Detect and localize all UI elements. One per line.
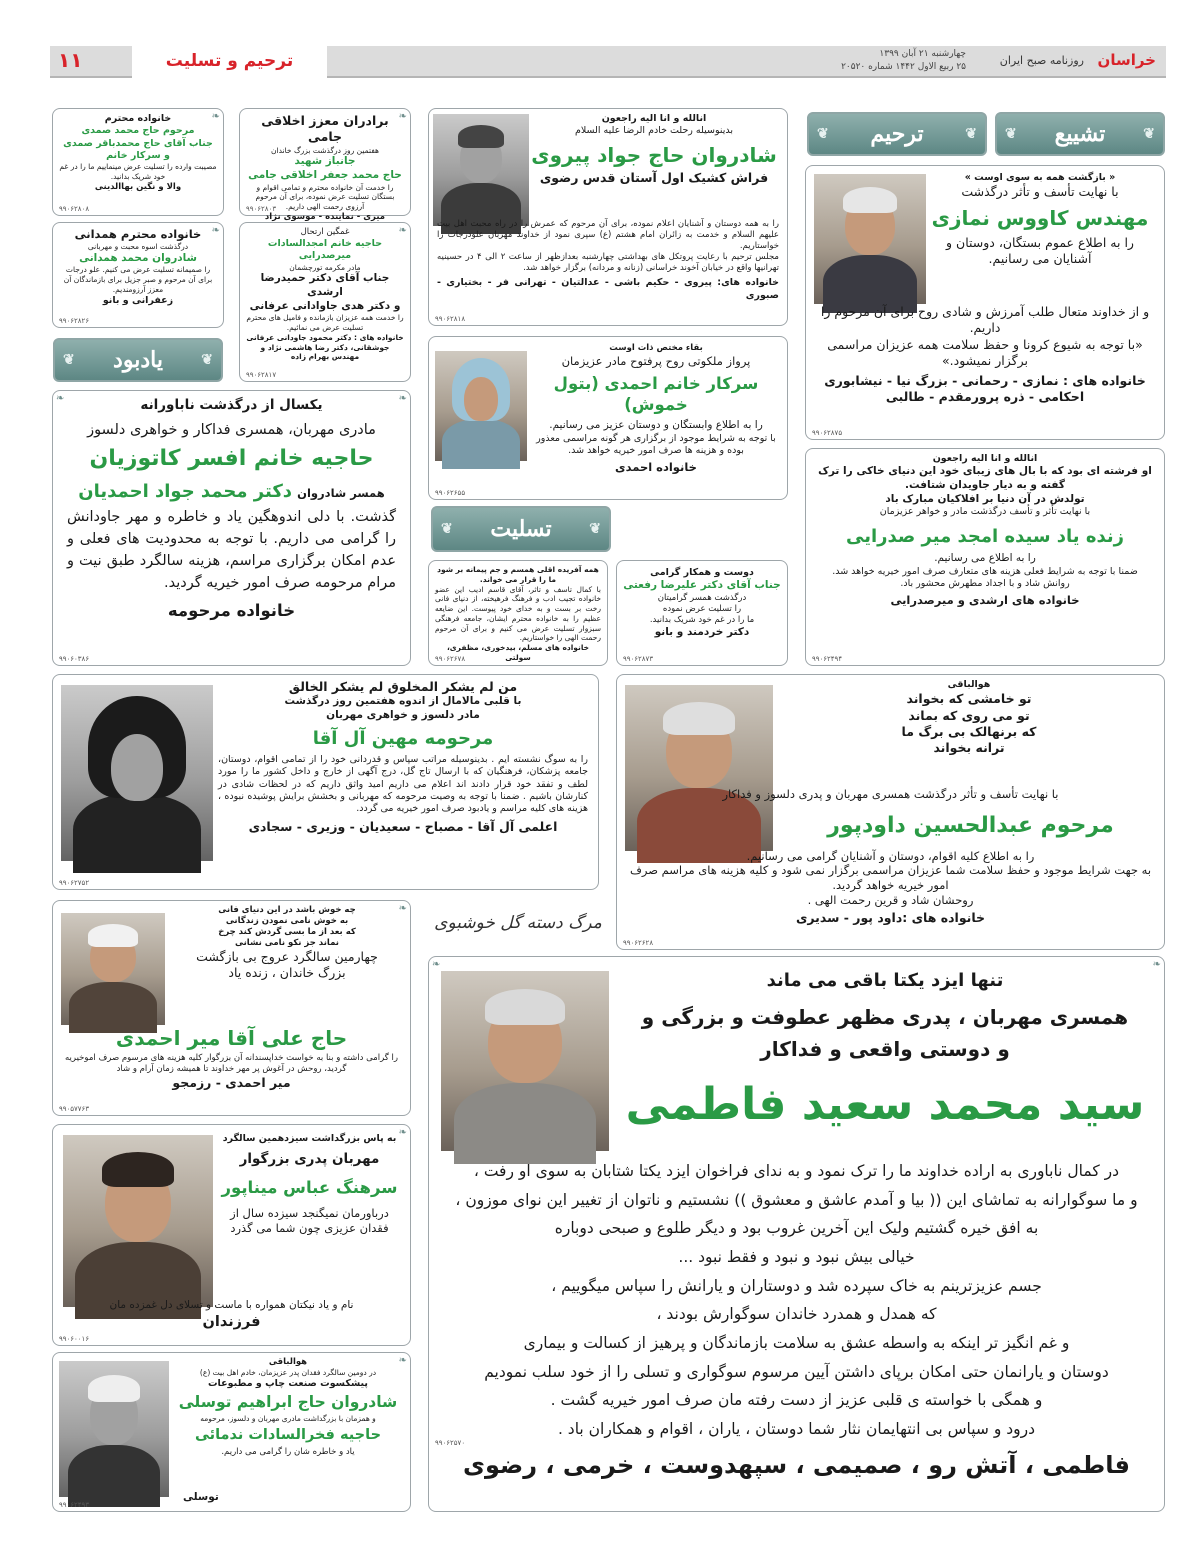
- flourish-icon: ❧: [398, 1127, 407, 1138]
- family-names: خانواده های : نمازی - رحمانی - بزرگ نیا - نیشابوری: [824, 373, 1146, 388]
- family-names: خانواده های: پیروی - حکیم باشی - عدالتیان - تهرانی فر - بختیاری - صبوری: [437, 277, 779, 301]
- notice-opening: بقاء مختص ذات اوست: [609, 343, 703, 353]
- deceased-name: شادروان محمد همدانی: [79, 251, 197, 264]
- page-header: [50, 46, 1166, 78]
- notice-body: گذشت. با دلی اندوهگین یاد و خاطره و مهر جاودانش را گرامی می داریم. با توجه به محدودیت های فعلی و عدم امکان برگزاری مراسم، هزینه سالگرد طبق نیت و مرام مرحومه صرف امور خیریه گردید.: [67, 509, 396, 591]
- deceased-role: فراش کشیک اول آستان قدس رضوی: [539, 169, 769, 185]
- notice-line: پیشکسوت صنعت چاپ و مطبوعات: [208, 1377, 368, 1389]
- ad-code: ۹۹۰۶۲۸۷۵: [812, 429, 843, 437]
- deceased-name: سید محمد سعید فاطمی: [625, 1079, 1145, 1131]
- flourish-icon: ❦: [1005, 126, 1017, 142]
- notice-body: «با توجه به شیوع کرونا و حفظ سلامت همه عزیزان مراسمی برگزار نمیشود.»: [827, 336, 1143, 368]
- flourish-icon: ❧: [211, 225, 220, 236]
- notice-body: و از خداوند متعال طلب آمرزش و شادی روح برای آن مرحوم را داریم.: [820, 304, 1150, 336]
- notice-body: مجلس ترحیم با رعایت پروتکل های بهداشتی چهارشنبه بعدازظهر از ساعت ۲ الی ۴ در حسینیه تهرانیها واقع در خیابان آخوند خراسانی (زنانه و مردانه) برگزار خواهد شد.: [437, 252, 779, 274]
- deceased-name: حاج علی آقا میر احمدی: [115, 1026, 348, 1050]
- notice-line: مادر مکرمه تورچشمان: [289, 262, 361, 272]
- notice-mirsadraei-condolence: [239, 222, 411, 382]
- poem-line: به خوش نامی نمودن زندگانی: [225, 916, 349, 927]
- deceased-name: مرحوم عبدالحسین داودپور: [827, 812, 1114, 838]
- notice-body: را گرامی داشته و بنا به خواست خداپسندانه آن بزرگوار کلیه هزینه های مرسوم صرف اموخیریه گردید، روحش در آغوش پر مهر خداوند تا همیشه زمان آرام و شاد: [65, 1053, 398, 1075]
- notice-paragraph: و ما سوگوارانه به تماشای این (( بیا و آمدم عاشق و معشوق )) نشستیم و ناتوان از تغییر این نوای موزون ،: [455, 1190, 1138, 1209]
- notice-body: را به اطلاع کلیه اقوام، دوستان و آشنایان گرامی می رسانیم.: [746, 848, 1035, 863]
- flourish-icon: ❧: [398, 1355, 407, 1366]
- notice-samadi: [52, 108, 224, 216]
- notice-paragraph: خیالی بیش نبود و نبود و فقط نبود ...: [678, 1248, 915, 1267]
- family-names: خانواده های ارشدی و میرصدرایی: [890, 593, 1080, 608]
- ad-code: ۹۹۰۶۲۸۱۸: [435, 315, 466, 323]
- deceased-name: شادروان حاج ابراهیم توسلی: [178, 1393, 398, 1412]
- banner-tashyi: [995, 112, 1165, 156]
- notice-opening: « بازگشت همه به سوی اوست »: [964, 172, 1116, 183]
- ad-code: ۹۹۰۶۲۸۷۳: [623, 655, 654, 663]
- notice-opening: یکسال از درگذشت ناباورانه: [140, 397, 323, 413]
- notice-body: را به اطلاع عموم بستگان، دوستان و آشنایان می رسانیم.: [946, 234, 1134, 266]
- notice-line: با نهایت تأثر و تأسف درگذشت مادر و خواهر عزیزمان: [879, 506, 1091, 518]
- ad-code: ۹۹۰۶۲۶۲۸: [623, 939, 654, 947]
- banner-label: یادبود: [113, 347, 163, 373]
- notice-opening: دوست و همکار گرامی: [650, 567, 754, 578]
- flourish-icon: ❧: [432, 959, 441, 970]
- notice-title: خانواده محترم همدانی: [74, 227, 202, 241]
- notice-line: مهربان پدری بزرگوار: [239, 1151, 380, 1168]
- family-names: اعلمی آل آقا - مصباح - سعیدیان - وزیری - سجادی: [248, 818, 558, 834]
- notice-line: را تسلیت عرض نموده: [662, 604, 742, 615]
- notice-paragraph: و همگی با خواسته ی قلبی عزیز از دست رفته مان صرف امور خیریه گشت .: [550, 1391, 1043, 1410]
- deceased-name: حاجیه خانم امجدالسادات میرصدرایی: [267, 238, 383, 262]
- portrait-photo: [435, 351, 527, 461]
- page-number: ۱۱: [58, 48, 83, 72]
- notice-opening: انالله و انا الیه راجعون: [601, 113, 707, 124]
- notice-body: با کمال تاسف و تاثر، آقای قاسم ادیب این عضو خانواده تجیب ادب و فرهنگ فرهیخته، از دنیای فانی رخت بر بست و به خدای خود پیوست. این ضایعه عظیم را به خانواده محترم ایشان، جامعه فرهنگی سبزوار تسلیت عرض می کنیم و برای آن مرحوم رحمت الهی را خواستاریم.: [435, 584, 601, 643]
- deceased-name: حاج محمد جعفر اخلاقی جامی: [248, 168, 402, 181]
- notice-body: درباورمان نمیگنجد سیزده سال از فقدان عزیزی چون شما می گذرد: [230, 1206, 389, 1236]
- flourish-icon: ❧: [56, 393, 65, 404]
- notice-line: او فرشته ای بود که با بال های زیبای خود این دنیای خاکی را ترک گفته و به دیار جاویدان شتافت.: [818, 465, 1152, 491]
- notice-body: یاد و خاطره شان را گرامی می داریم.: [221, 1446, 355, 1457]
- ad-code: ۹۹۰۶۲۵۷۰: [435, 1439, 466, 1447]
- notice-line: درگذشت اسوه محبت و مهربانی: [87, 241, 189, 251]
- portrait-photo: [59, 1361, 169, 1497]
- deceased-name: مهندس کاووس نمازی: [931, 205, 1149, 230]
- notice-body: را به همه دوستان و آشنایان اعلام نموده، برای آن مرحوم که عمرش را در راه محبت اهل بیت علیهم السلام و خدمت به زائران امام هشتم (ع) سپری نمود از خداوند مهربان علودرجات را خواستاریم.: [437, 219, 779, 252]
- flourish-icon: ❦: [589, 521, 601, 537]
- notice-line: مادر دلسوز و خواهری مهربان: [326, 708, 480, 721]
- poem-line: نماند جز نکو نامی نشانی: [235, 938, 339, 949]
- signature: دکتر خردمند و بانو: [654, 626, 750, 639]
- notice-paragraph: درود و سپاس بی انتهایمان نثار شما دوستان ، یاران ، اقوام و همکاران باد .: [557, 1420, 1036, 1439]
- notice-line: تولدش در آن دنیا بر افلاکیان مبارک باد: [885, 492, 1085, 505]
- recipient-name: و دکتر هدی جاوادانی عرفانی: [249, 299, 401, 312]
- date-hijri-issue: ۲۵ ربیع الاول ۱۴۴۲ شماره ۲۰۵۲۰: [841, 62, 966, 72]
- portrait-photo: [63, 1135, 213, 1307]
- deceased-name: سرهنگ عباس میناپور: [221, 1177, 398, 1197]
- ad-code: ۹۹۰۶۰۰۱۶: [59, 1335, 90, 1343]
- poem-line: که برنهالک بی برگ ما: [901, 723, 1037, 739]
- deceased-name: شادروان حاج جواد پیروی: [531, 142, 777, 167]
- spouse-name: دکتر محمد جواد احمدیان: [78, 480, 293, 502]
- banner-tarhim: [807, 112, 987, 156]
- signature: توسلی: [183, 1491, 219, 1504]
- notice-body: را خدمت همه عزیزان بازمانده و فامیل های محترم تسلیت عرض می نمائیم.: [246, 313, 404, 333]
- notice-title: برادران معزز اخلاقی جامی: [261, 113, 389, 145]
- notice-line: در دومین سالگرد فقدان پدر عزیزمان، خادم اهل بیت (ع): [199, 1368, 377, 1378]
- notice-line: و همزمان با بزرگداشت مادری مهربان و دلسوز، مرحومه: [200, 1414, 376, 1424]
- ad-code: ۹۹۰۶۰۳۸۶: [59, 655, 90, 663]
- portrait-photo: [61, 913, 165, 1025]
- notice-title: خانواده محترم: [104, 113, 172, 124]
- deceased-name: مرحوم حاج محمد صمدی: [81, 125, 195, 137]
- ad-code: ۹۹۰۶۲۸۱۷: [246, 371, 277, 379]
- notice-line: بزرگ خاندان ، زنده یاد: [228, 965, 346, 981]
- notice-davoodpoor: [616, 674, 1165, 950]
- banner-label: ترحیم: [870, 121, 924, 147]
- notice-body: مصیبت وارده را تسلیت عرض مینماییم ما را در غم خود شریک بدانید.: [59, 162, 217, 182]
- deceased-name: حاجیه فخرالسادات ندمائی: [194, 1427, 382, 1444]
- notice-body: را به اطلاع وابستگان و دوستان عزیز می رسانیم.: [549, 418, 763, 431]
- notice-body: را صمیمانه تسلیت عرض می کنیم. علو درجات برای آن مرحوم و صبر جزیل برای بازماندگان آن معزز آرزومندیم.: [63, 265, 213, 294]
- signature: میری - نماینده - موسوی نژاد: [264, 211, 386, 222]
- notice-ahmadi: [428, 336, 788, 500]
- notice-line: مادری مهربان، همسری فداکار و خواهری دلسوز: [87, 421, 376, 438]
- ad-code: ۹۹۰۶۲۶۷۸: [435, 655, 466, 663]
- signature: خانواده احمدی: [615, 460, 697, 475]
- notice-mirahmadi: [52, 900, 411, 1116]
- notice-tavasoli: [52, 1352, 411, 1512]
- notice-paragraph: که همدل و همدرد خاندان سوگوارش بودند ،: [656, 1305, 937, 1324]
- deceased-name: مرحومه مهین آل آقا: [312, 727, 494, 749]
- proverb-calligraphy: مرگ دسته گل خوشبوی: [434, 913, 602, 933]
- poem-line: تو می روی که بماند: [908, 707, 1030, 723]
- ad-code: ۹۹۰۶۲۸۰۳: [246, 205, 277, 213]
- notice-body: ضمنا با توجه به شرایط فعلی هزینه های متعارف صرف امور خیریه خواهد شد. روانش شاد و با اجداد مطهرش محشور باد.: [832, 565, 1138, 589]
- notice-paragraph: به افق خیره گشتیم ولیک این آخرین غروب بود و دیگر طلوع و صبحی دوباره: [554, 1219, 1039, 1238]
- brand-logo[interactable]: خراسان: [1097, 51, 1156, 69]
- notice-namazi: [805, 165, 1165, 440]
- notice-intro: بدینوسیله رحلت خادم الرضا علیه السلام: [574, 125, 734, 137]
- flourish-icon: ❧: [398, 111, 407, 122]
- notice-line: همسری مهربان ، پدری مظهر عطوفت و بزرگی و: [641, 1005, 1129, 1030]
- flourish-icon: ❧: [398, 225, 407, 236]
- portrait-photo: [61, 685, 213, 861]
- notice-hamedani: [52, 222, 224, 328]
- notice-mirsadraei: [805, 448, 1165, 666]
- flourish-icon: ❦: [965, 126, 977, 142]
- signature: میر احمدی - رزمجو: [172, 1075, 291, 1091]
- family-names: خانواده های :داود پور - سدیری: [795, 910, 986, 926]
- notice-opening: هوالباقی: [947, 679, 991, 690]
- notice-adib: [428, 560, 608, 666]
- portrait-photo: [814, 174, 926, 304]
- family-names: احکامی - ذره پرورمقدم - طالبی: [885, 389, 1085, 405]
- ad-code: ۹۹۰۵۷۷۶۳: [59, 1105, 90, 1113]
- flourish-icon: ❧: [211, 111, 220, 122]
- poem-line: که بعد از ما بسی گردش کند چرخ: [218, 927, 356, 938]
- flourish-icon: ❦: [441, 521, 453, 537]
- notice-line: ما را در غم خود شریک بدانید.: [649, 615, 755, 626]
- signature: خانواده مرحومه: [167, 601, 296, 621]
- recipient-name: جناب آقای دکتر علیرضا رفعتی: [623, 579, 781, 592]
- flourish-icon: ❦: [817, 126, 829, 142]
- signature: خانواده های : دکتر محمود جاودانی عرفانی جوشقانی، دکتر رضا هاشمی نژاد و مهندس بهرام زاده: [246, 332, 404, 362]
- date-persian: چهارشنبه ۲۱ آبان ۱۳۹۹: [879, 49, 966, 59]
- poem-line: تو خامشی که بخواند: [906, 691, 1032, 707]
- notice-line: چهارمین سالگرد عروج بی بازگشت: [196, 949, 378, 965]
- brand-subtitle: روزنامه صبح ایران: [999, 54, 1084, 67]
- deceased-name: حاجیه خانم افسر کاتوزیان: [89, 446, 374, 472]
- notice-opening: به پاس بزرگداشت سیزدهمین سالگرد: [222, 1133, 397, 1144]
- family-names: خانواده های مسلم، بیدخوری، مظفری، سولتی: [446, 643, 590, 662]
- notice-line: غمگین ارتحال: [300, 227, 350, 237]
- notice-katoozian: [52, 390, 411, 666]
- notice-line: درگذشت همسر گرامیتان: [657, 592, 747, 603]
- notice-body: روحشان شاد و قرین رحمت الهی .: [807, 893, 974, 908]
- section-title: ترحیم و تسلیت: [132, 46, 327, 78]
- notice-line: با قلبی مالامال از اندوه هفتمین روز درگذشت: [284, 695, 522, 708]
- notice-body: با توجه به شرایط موجود از برگزاری هر گونه مراسمی معذور بوده و هزینه ها صرف امور خیریه خواهد شد.: [536, 432, 776, 456]
- notice-akhlaghi: [239, 108, 411, 222]
- family-names: فاطمی ، آتش رو ، صمیمی ، سپهدوست ، خرمی ، رضوی: [463, 1450, 1130, 1479]
- recipient-name: جناب آقای دکتر حمیدرضا ارشدی: [260, 272, 390, 299]
- flourish-icon: ❧: [1152, 959, 1161, 970]
- portrait-photo: [433, 114, 529, 226]
- recipient-name: جناب آقای حاج محمدباقر صمدی: [63, 137, 213, 149]
- signature: زعفرانی و بانو: [102, 294, 174, 306]
- poem-line: چه خوش باشد در این دنیای فانی: [218, 905, 356, 915]
- flourish-icon: ❧: [398, 903, 407, 914]
- notice-opening: همه آفریده اقلی همسم و جم پیمانه بر شود ما را قرار می خواند.: [437, 565, 599, 584]
- notice-paragraph: و غم انگیز تر اینکه به واسطه عشق به سلامت بازماندگان و پرهیز از کسالت و بیماری: [523, 1334, 1070, 1353]
- notice-aleagha: [52, 674, 599, 890]
- notice-fatemi: [428, 956, 1165, 1512]
- banner-label: تشییع: [1054, 121, 1106, 147]
- banner-yadbood: [53, 338, 223, 382]
- banner-label: تسلیت: [490, 516, 552, 542]
- notice-minapoor: [52, 1124, 411, 1346]
- notice-rafati: [616, 560, 788, 666]
- poem-line: ترانه بخواند: [933, 740, 1005, 756]
- notice-opening: تنها ایزد یکتا باقی می ماند: [766, 970, 1004, 991]
- signature: فرزندان: [202, 1313, 261, 1330]
- deceased-name: سرکار خانم احمدی (بتول خموش): [553, 373, 759, 415]
- ad-code: ۹۹۰۶۲۸۰۸: [59, 205, 90, 213]
- notice-opening: انالله و انا الیه راجعون: [932, 453, 1038, 464]
- notice-body: را به سوگ نشسته ایم . بدینوسیله مراتب سپاس و قدردانی خود را از تمامی اقوام، دوستان، جامعه پزشکان، فرهنگیان که با ارسال تاج گل، درج آگهی از خارج و داخل کشور ما را مورد لطف و تفقد خود قرار دادند اند اعلام می داریم امید واثق داریم که در لحظات شادی در کنارشان باشیم . ضمنا با توجه به وصیت مرحومه که مهربانی و بخشش برایش پوشیده نبوده ، هزینه های کلیه مراسم و یادبود صرف امور خیریه می گردد.: [218, 753, 588, 815]
- notice-body: را به اطلاع می رسانیم.: [934, 552, 1036, 564]
- flourish-icon: ❦: [63, 352, 75, 368]
- notice-body: را خدمت آن خانواده محترم و تمامی اقوام و بستگان تسلیت عرض نموده، برای آن مرحوم آرزوی رحمت الهی داریم.: [255, 182, 395, 212]
- notice-opening: من لم یشکر المخلوق لم یشکر الخالق: [288, 679, 518, 694]
- spouse-line: [67, 480, 396, 503]
- notice-paragraph: دوستان و یارانمان حتی امکان برپای داشتن آیین مرسوم سوگواری و تسلی را از خود سلب نمودیم: [484, 1362, 1109, 1381]
- signature: والا و نگین بهاالدینی: [94, 181, 182, 192]
- ad-code: ۹۹۰۶۲۸۲۶: [59, 317, 90, 325]
- notice-intro: با نهایت تأسف و تأثر درگذشت همسری مهربان و پدری دلسوز و فداکار: [722, 787, 1059, 801]
- notice-body: به جهت شرایط موجود و حفظ سلامت شما عزیزان مراسمی برگزار نمی شود و کلیه هزینه های مراسم صرف امور خیریه خواهد گردید.: [629, 863, 1152, 893]
- notice-piravi: [428, 108, 788, 326]
- notice-line: جانباز شهید: [294, 155, 356, 168]
- ad-code: ۹۹۰۶۲۴۹۳: [59, 1501, 90, 1509]
- flourish-icon: ❦: [1143, 126, 1155, 142]
- flourish-icon: ❦: [201, 352, 213, 368]
- notice-line: هفتمین روز درگذشت بزرگ خاندان: [271, 145, 379, 155]
- spouse-prefix: همسر شادروان: [297, 485, 385, 500]
- recipient-name: و سرکار خانم: [106, 150, 170, 162]
- notice-paragraph: جسم عزیزترینم به خاک سپرده شد و دوستاران و یارانش را سپاس میگوییم ،: [551, 1276, 1042, 1295]
- notice-line: و دوستی واقعی و فداکار: [760, 1037, 1010, 1062]
- ad-code: ۹۹۰۶۲۶۵۵: [435, 489, 466, 497]
- ad-code: ۹۹۰۶۲۷۵۲: [59, 879, 90, 887]
- notice-intro: پرواز ملکوتی روح پرفتوح مادر عزیزمان: [561, 354, 751, 369]
- portrait-photo: [441, 971, 609, 1151]
- ad-code: ۹۹۰۶۲۴۹۴: [812, 655, 843, 663]
- notice-opening: هوالباقی: [268, 1357, 308, 1367]
- banner-taslit: [431, 506, 611, 552]
- flourish-icon: ❧: [398, 393, 407, 404]
- notice-body: نام و یاد نیکتان همواره با ماست و تسلای دل غمزده مان: [109, 1299, 354, 1311]
- notice-paragraph: در کمال ناباوری به اراده خداوند ما را ترک نمود و به ندای فراخوان ایزد یکتا شتابان به سوی او رفت ،: [473, 1162, 1120, 1180]
- deceased-name: زنده یاد سیده امجد میر صدرایی: [846, 525, 1124, 547]
- notice-intro: با نهایت تأسف و تأثر درگذشت: [961, 184, 1119, 200]
